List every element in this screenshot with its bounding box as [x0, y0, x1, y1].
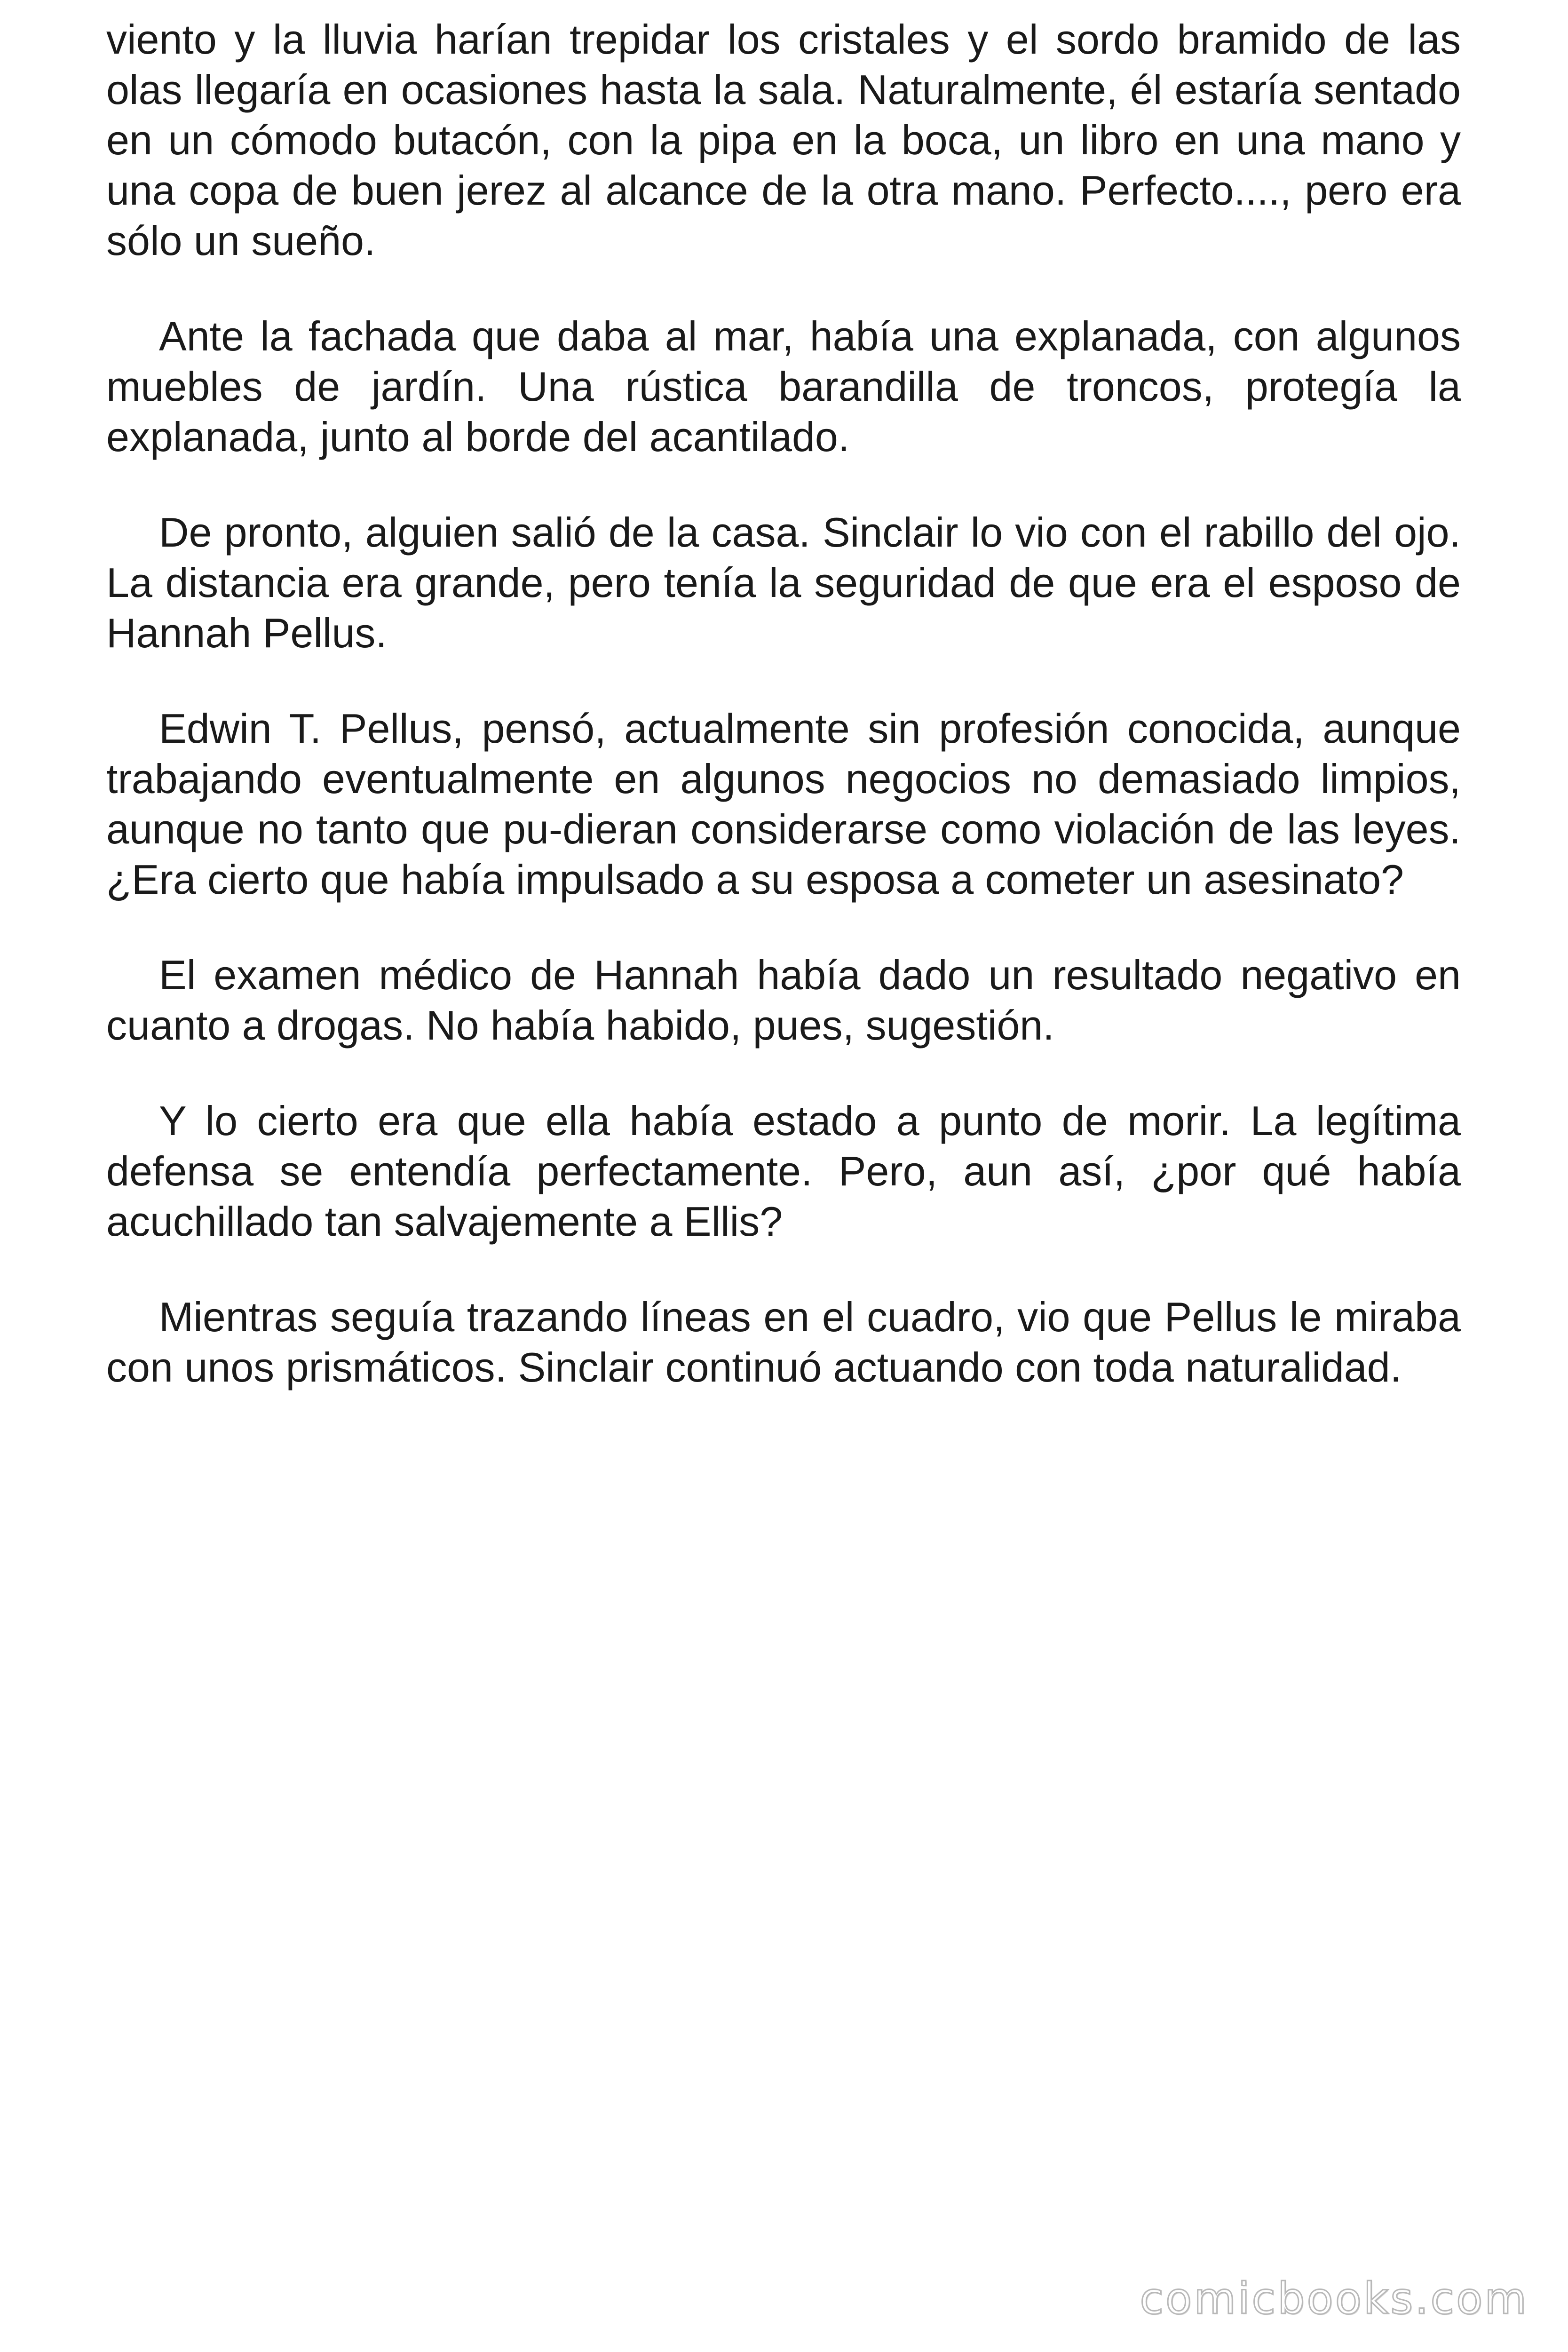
body-text — [106, 14, 1461, 1438]
paragraph-6: Y lo cierto era que ella había estado a punto de morir. La legítima defensa se entendía perfectamente. Pero, aun así, ¿por qué había acuchillado tan salvajemente a Ellis? — [106, 1097, 1461, 1245]
paragraph-3: De pronto, alguien salió de la casa. Sinclair lo vio con el rabillo del ojo. La distancia era grande, pero tenía la seguridad de que era el esposo de Hannah Pellus. — [106, 509, 1461, 656]
paragraph-4: Edwin T. Pellus, pensó, actualmente sin profesión conocida, aunque trabajando eventualmente en algunos negocios no demasiado limpios, aunque no tanto que pu-dieran considerarse como violación de las leyes. ¿Era cierto que había impulsado a su esposa a cometer un asesinato? — [106, 705, 1461, 903]
paragraph-7: Mientras seguía trazando líneas en el cuadro, vio que Pellus le miraba con unos prismáticos. Sinclair continuó actuando con toda naturalidad. — [106, 1294, 1461, 1391]
paragraph-5: El examen médico de Hannah había dado un resultado negativo en cuanto a drogas. No había habido, pues, sugestión. — [106, 952, 1461, 1049]
paragraph-1: viento y la lluvia harían trepidar los cristales y el sordo bramido de las olas llegaría en ocasiones hasta la sala. Naturalmente, él estaría sentado en un cómodo butacón, con la pipa en la boca, un libro en una mano y una copa de buen jerez al alcance de la otra mano. Perfecto...., pero era sólo un sueño. — [106, 16, 1461, 264]
watermark: comicbooks.com — [1140, 2273, 1528, 2324]
paragraph-2: Ante la fachada que daba al mar, había una explanada, con algunos muebles de jardín. Una rústica barandilla de troncos, protegía la explanada, junto al borde del acantilado. — [106, 313, 1461, 460]
